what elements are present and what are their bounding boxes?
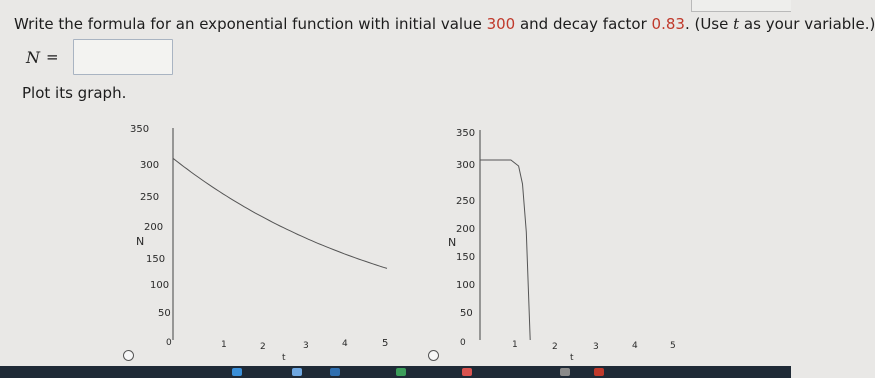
graph-option-a[interactable] bbox=[130, 122, 400, 371]
y-tick-label: 200 bbox=[144, 222, 164, 233]
x-tick-label: 5 bbox=[670, 341, 676, 351]
answer-label: N bbox=[26, 47, 40, 67]
x-tick-label: 2 bbox=[552, 342, 558, 352]
question-part1: Write the formula for an exponential function with initial value bbox=[14, 15, 487, 33]
y-tick-label: 250 bbox=[140, 192, 160, 203]
taskbar-app-icon[interactable] bbox=[462, 368, 472, 376]
decay-factor: 0.83 bbox=[651, 15, 685, 33]
y-tick-label: 150 bbox=[456, 252, 476, 263]
variable-name: t bbox=[733, 15, 740, 33]
taskbar-app-icon[interactable] bbox=[396, 368, 406, 376]
y-tick-label: 150 bbox=[146, 254, 166, 265]
x-tick-label: 4 bbox=[342, 339, 348, 349]
equals-sign: = bbox=[46, 48, 59, 66]
top-tab bbox=[691, 0, 791, 12]
x-tick-label: 0 bbox=[166, 338, 172, 348]
y-tick-label: 100 bbox=[150, 280, 170, 291]
initial-value: 300 bbox=[486, 15, 516, 33]
decay-curve bbox=[173, 158, 387, 268]
x-tick-label: 0 bbox=[460, 338, 466, 348]
question-part3: . (Use bbox=[684, 15, 734, 33]
y-tick-label: 50 bbox=[460, 308, 473, 319]
x-tick-label: 1 bbox=[221, 340, 227, 350]
question-text bbox=[14, 14, 875, 34]
decay-curve bbox=[480, 160, 530, 340]
y-tick-label: 200 bbox=[456, 224, 476, 235]
answer-row bbox=[26, 38, 173, 76]
y-tick-label: 100 bbox=[456, 280, 476, 291]
y-axis-label: N bbox=[448, 236, 457, 249]
taskbar-app-icon[interactable] bbox=[594, 368, 604, 376]
x-tick-label: 2 bbox=[260, 342, 266, 352]
y-tick-label: 350 bbox=[456, 128, 476, 139]
x-tick-label: 1 bbox=[512, 340, 518, 350]
x-tick-label: 3 bbox=[593, 342, 599, 352]
plot-prompt: Plot its graph. bbox=[22, 84, 127, 102]
taskbar-app-icon[interactable] bbox=[560, 368, 570, 376]
graph-b-svg bbox=[448, 122, 688, 367]
formula-input[interactable] bbox=[73, 39, 173, 75]
x-axis-label: t bbox=[282, 353, 286, 363]
taskbar-app-icon[interactable] bbox=[292, 368, 302, 376]
question-part4: as your variable.) bbox=[739, 15, 875, 33]
radio-option-a[interactable] bbox=[123, 350, 134, 361]
y-tick-label: 300 bbox=[140, 160, 160, 171]
y-tick-label: 250 bbox=[456, 196, 476, 207]
graph-option-b[interactable] bbox=[448, 122, 688, 371]
x-tick-label: 4 bbox=[632, 341, 638, 351]
taskbar-app-icon[interactable] bbox=[232, 368, 242, 376]
radio-option-b[interactable] bbox=[428, 350, 439, 361]
x-axis-label: t bbox=[570, 353, 574, 363]
y-axis-label: N bbox=[136, 235, 145, 248]
x-tick-label: 3 bbox=[303, 341, 309, 351]
graph-a-svg bbox=[130, 122, 400, 367]
taskbar-app-icon[interactable] bbox=[330, 368, 340, 376]
y-tick-label: 300 bbox=[456, 160, 476, 171]
question-part2: and decay factor bbox=[515, 15, 652, 33]
x-tick-label: 5 bbox=[382, 338, 389, 349]
y-tick-label: 50 bbox=[158, 308, 171, 319]
taskbar bbox=[0, 366, 791, 378]
y-tick-label: 350 bbox=[130, 124, 150, 135]
